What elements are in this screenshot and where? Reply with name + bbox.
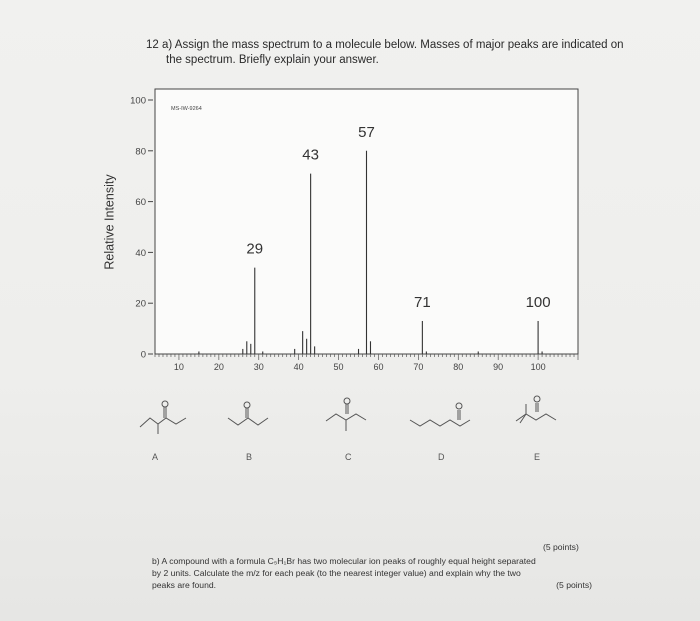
ketone-structure-a [140,401,186,434]
part-b-question [152,555,592,591]
y-tick-label: 60 [135,197,146,209]
x-tick-label: 80 [453,362,464,372]
x-tick-label: 10 [173,362,184,372]
part-a-text-1: a) Assign the mass spectrum to a molecule below. Masses of major peaks are indicated on [162,39,624,51]
molecule-label-e: E [534,452,541,462]
y-tick-label: 0 [140,349,146,361]
x-tick-label: 50 [333,362,344,372]
peak-label-29: 29 [246,240,264,258]
y-tick-label: 20 [135,298,146,310]
x-tick-label: 20 [213,362,224,372]
part-b-text-2: by 2 units. Calculate the m/z for each peak (to the nearest integer value) and explain why the two [152,568,521,578]
y-tick-label: 100 [130,95,146,107]
part-b-text-1: b) A compound with a formula C₅H₁Br has two molecular ion peaks of roughly equal height separated [152,556,536,566]
ketone-structure-b [228,402,268,425]
x-tick-label: 100 [530,362,546,372]
part-a-text-2: the spectrum. Briefly explain your answer. [166,54,379,66]
ketone-structure-c [326,398,366,431]
y-tick-label: 40 [135,247,146,259]
peak-label-71: 71 [414,293,431,311]
y-axis [130,96,153,361]
x-tick-label: 30 [253,362,264,372]
x-tick-label: 60 [373,362,384,372]
question-number: 12 [146,39,159,51]
part-a-points: (5 points) [543,542,579,552]
x-tick-label: 40 [293,362,304,372]
molecule-label-d: D [438,452,445,462]
x-axis [155,354,578,372]
part-b-text-3-body: peaks are found. [152,580,217,590]
spectrum-id: MS-IW-9264 [171,106,202,112]
x-tick-label: 70 [413,362,424,372]
x-tick-label: 90 [493,362,504,372]
molecule-label-b: B [246,452,253,462]
y-tick-label: 80 [135,146,146,158]
molecule-label-a: A [152,452,159,462]
part-b-points: (5 points) [556,580,592,590]
peak-label-57: 57 [358,123,375,141]
ketone-structure-d [410,403,470,426]
part-b-text-3 [152,579,592,591]
molecule-label-c: C [345,452,352,462]
y-axis-label: Relative Intensity [102,174,117,270]
peak-label-43: 43 [302,146,319,164]
ketone-structure-e [516,396,556,423]
peak-label-100: 100 [525,293,551,311]
